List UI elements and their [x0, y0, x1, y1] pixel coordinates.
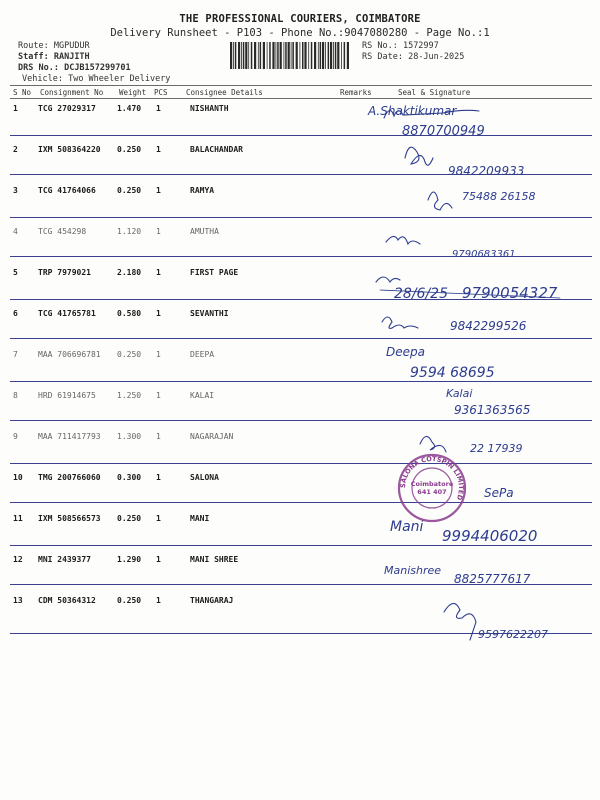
- row-pcs: 1: [156, 268, 161, 277]
- hw-r9-phone: 22 17939: [470, 442, 523, 455]
- row-consignee: FIRST PAGE: [190, 268, 239, 277]
- hw-r7-phone: 9594 68695: [410, 365, 495, 381]
- rs-date-value: 28-Jun-2025: [408, 52, 465, 62]
- row-weight: 1.300: [117, 432, 142, 441]
- row-separator: [10, 545, 592, 546]
- row-consignment: IXM 508566573: [38, 514, 101, 523]
- rs-date-label: RS Date:: [362, 52, 403, 62]
- row-consignee: MANI SHREE: [190, 555, 239, 564]
- staff-info: [18, 52, 90, 62]
- row-consignee: RAMYA: [190, 186, 215, 195]
- row-sno: 5: [13, 268, 18, 277]
- row-separator: [10, 135, 592, 136]
- row-separator: [10, 633, 592, 634]
- row-pcs: 1: [156, 227, 161, 236]
- row-consignment: TCG 41764066: [38, 186, 96, 195]
- company-stamp: [399, 455, 465, 521]
- row-pcs: 1: [156, 514, 161, 523]
- hw-r4-phone: 9790683361: [452, 249, 516, 260]
- hw-r6-phone: 9842299526: [450, 319, 527, 333]
- stamp-center-line1: Coimbatore: [410, 480, 454, 488]
- row-weight: 2.180: [117, 268, 142, 277]
- row-weight: 0.580: [117, 309, 142, 318]
- col-consignee: Consignee Details: [186, 88, 263, 97]
- row-consignment: MAA 706696781: [38, 350, 101, 359]
- row-consignment: TMG 200766060: [38, 473, 101, 482]
- row-weight: 1.470: [117, 104, 142, 113]
- row-consignment: TCG 27029317: [38, 104, 96, 113]
- stamp-center-line2: 641 407: [417, 488, 447, 496]
- row-consignment: MAA 711417793: [38, 432, 101, 441]
- row-pcs: 1: [156, 391, 161, 400]
- row-separator: [10, 502, 592, 503]
- row-consignment: TCG 41765781: [38, 309, 96, 318]
- row-pcs: 1: [156, 350, 161, 359]
- row-consignee: MANI: [190, 514, 210, 523]
- company-title: THE PROFESSIONAL COURIERS, COIMBATORE: [179, 13, 421, 25]
- row-sno: 8: [13, 391, 18, 400]
- row-separator: [10, 217, 592, 218]
- row-consignment: MNI 2439377: [38, 555, 91, 564]
- hw-r11-name: Mani: [390, 519, 424, 535]
- header-bottom-rule: [10, 98, 592, 99]
- row-sno: 13: [13, 596, 23, 605]
- staff-value: RANJITH: [53, 52, 90, 62]
- row-weight: 0.250: [117, 514, 142, 523]
- row-consignment: CDM 50364312: [38, 596, 96, 605]
- col-pcs: PCS: [154, 88, 168, 97]
- row-separator: [10, 256, 592, 257]
- hw-r2-phone: 9842209933: [448, 164, 525, 178]
- hw-r8-phone: 9361363565: [454, 403, 531, 417]
- row-separator: [10, 463, 592, 464]
- row-consignee: BALACHANDAR: [190, 145, 243, 154]
- row-separator: [10, 420, 592, 421]
- row-consignment: IXM 508364220: [38, 145, 101, 154]
- row-separator: [10, 299, 592, 300]
- row-pcs: 1: [156, 309, 161, 318]
- svg-text:SALONA COTSPIN LIMITED: [399, 455, 465, 502]
- hw-r5-date: 28/6/25: [394, 286, 448, 302]
- hw-r1-name: A.Shaktikumar: [368, 104, 457, 118]
- row-sno: 7: [13, 350, 18, 359]
- vehicle-value: Two Wheeler Delivery: [68, 74, 171, 84]
- stamp-ring-text: SALONA COTSPIN LIMITED: [398, 454, 466, 502]
- hw-r10-sign: SePa: [484, 486, 514, 500]
- drs-value: DCJB157299701: [64, 63, 131, 73]
- row-pcs: 1: [156, 596, 161, 605]
- vehicle-info: [22, 74, 170, 84]
- vehicle-label: Vehicle:: [22, 74, 63, 84]
- hw-r1-phone: 8870700949: [402, 124, 485, 139]
- row-sno: 12: [13, 555, 23, 564]
- row-pcs: 1: [156, 432, 161, 441]
- row-weight: 0.250: [117, 596, 142, 605]
- col-weight: Weight: [119, 88, 147, 97]
- row-consignee: SEVANTHI: [190, 309, 229, 318]
- row-consignment: TRP 7979021: [38, 268, 91, 277]
- drs-label: DRS No.:: [18, 63, 59, 73]
- hw-r12-name: Manishree: [384, 564, 442, 577]
- row-consignee: SALONA: [190, 473, 219, 482]
- row-pcs: 1: [156, 473, 161, 482]
- row-weight: 1.120: [117, 227, 142, 236]
- runsheet-line: Delivery Runsheet - P103 - Phone No.:9047080280 - Page No.:1: [110, 27, 490, 39]
- route-info: [18, 41, 90, 51]
- row-weight: 1.250: [117, 391, 142, 400]
- col-remarks: Remarks: [340, 88, 372, 97]
- rs-number: [362, 41, 439, 51]
- route-label: Route:: [18, 41, 49, 51]
- row-sno: 11: [13, 514, 23, 523]
- row-sno: 6: [13, 309, 18, 318]
- row-weight: 0.250: [117, 350, 142, 359]
- row-sno: 10: [13, 473, 23, 482]
- row-sno: 2: [13, 145, 18, 154]
- barcode-image: [230, 42, 350, 69]
- route-value: MGPUDUR: [53, 41, 90, 51]
- row-weight: 1.290: [117, 555, 142, 564]
- row-consignee: KALAI: [190, 391, 215, 400]
- row-weight: 0.250: [117, 186, 142, 195]
- col-seal-signature: Seal & Signature: [398, 88, 471, 97]
- rs-date: [362, 52, 464, 62]
- row-pcs: 1: [156, 145, 161, 154]
- hw-r7-name: Deepa: [386, 345, 425, 359]
- row-separator: [10, 381, 592, 382]
- staff-label: Staff:: [18, 52, 49, 62]
- row-consignee: NISHANTH: [190, 104, 229, 113]
- hw-r8-name: Kalai: [446, 387, 473, 400]
- header-top-rule: [10, 85, 592, 86]
- drs-info: [18, 63, 131, 73]
- row-weight: 0.250: [117, 145, 142, 154]
- col-consignment: Consignment No: [40, 88, 104, 97]
- row-sno: 9: [13, 432, 18, 441]
- row-pcs: 1: [156, 555, 161, 564]
- row-separator: [10, 174, 592, 175]
- row-sno: 4: [13, 227, 18, 236]
- row-consignment: HRD 61914675: [38, 391, 96, 400]
- hw-r13-phone: 9597622207: [478, 628, 548, 641]
- hw-r5-phone: 9790054327: [462, 284, 558, 302]
- row-consignee: AMUTHA: [190, 227, 219, 236]
- row-separator: [10, 338, 592, 339]
- row-sno: 1: [13, 104, 18, 113]
- row-consignee: THANGARAJ: [190, 596, 234, 605]
- col-sno: S No: [13, 88, 32, 97]
- row-separator: [10, 584, 592, 585]
- row-sno: 3: [13, 186, 18, 195]
- row-weight: 0.300: [117, 473, 142, 482]
- row-pcs: 1: [156, 104, 161, 113]
- hw-r11-phone: 9994406020: [442, 527, 538, 545]
- rs-no-label: RS No.:: [362, 41, 398, 51]
- rs-no-value: 1572997: [402, 41, 439, 51]
- row-consignment: TCG 454298: [38, 227, 87, 236]
- row-pcs: 1: [156, 186, 161, 195]
- row-consignee: DEEPA: [190, 350, 215, 359]
- hw-r12-phone: 8825777617: [454, 572, 531, 586]
- hw-r3-phone: 75488 26158: [462, 190, 536, 203]
- row-consignee: NAGARAJAN: [190, 432, 234, 441]
